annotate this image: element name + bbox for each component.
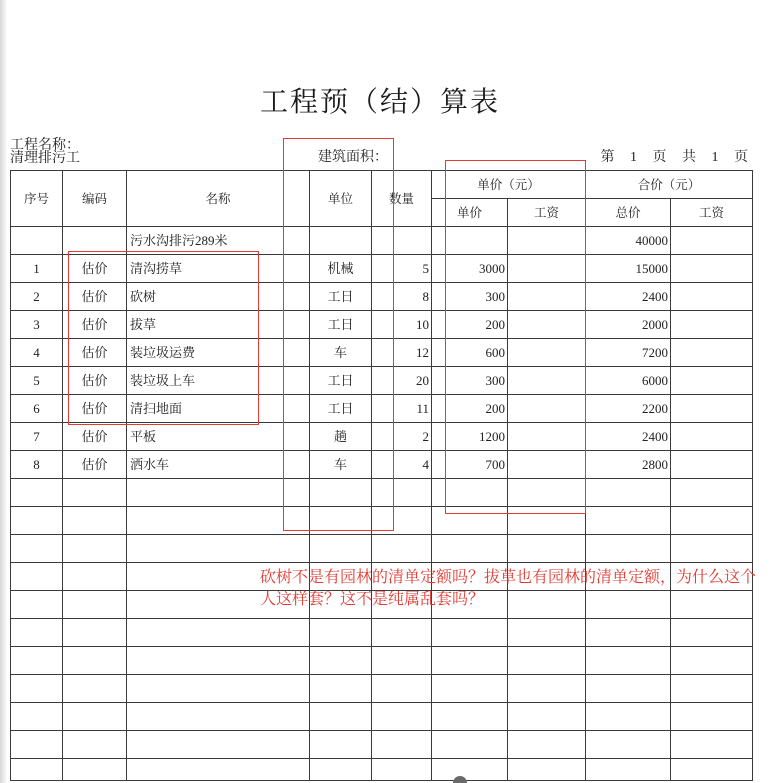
- cell-blank: [586, 507, 671, 535]
- cell-unit-wage: [508, 451, 586, 479]
- cell-unit: 工日: [310, 311, 372, 339]
- table-row: [11, 367, 753, 395]
- cell-no: 3: [11, 311, 63, 339]
- cell-total-price: 2400: [586, 423, 671, 451]
- cell-blank: [372, 731, 432, 759]
- cell-blank: [127, 507, 310, 535]
- cell-blank: [432, 535, 508, 563]
- cell-blank: [372, 479, 432, 507]
- cell-code: 估价: [63, 283, 127, 311]
- cell-blank: [372, 703, 432, 731]
- cell-code: 估价: [63, 367, 127, 395]
- table-row-blank: [11, 619, 753, 647]
- cell-code: 估价: [63, 311, 127, 339]
- cell-blank: [671, 759, 753, 781]
- cell-unit-wage: [508, 367, 586, 395]
- table-body: [11, 227, 753, 781]
- cell-total-wage: [671, 227, 753, 255]
- cell-no: [11, 227, 63, 255]
- cell-blank: [11, 507, 63, 535]
- cell-blank: [310, 703, 372, 731]
- header-no: 序号: [11, 171, 63, 227]
- header-unit: 单位: [310, 171, 372, 227]
- table-row: [11, 423, 753, 451]
- cell-qty: 2: [372, 423, 432, 451]
- cell-name: 装垃圾运费: [127, 339, 310, 367]
- table-row-blank: [11, 759, 753, 781]
- table-row-blank: [11, 647, 753, 675]
- cell-total-price: 2400: [586, 283, 671, 311]
- cell-blank: [586, 535, 671, 563]
- cell-blank: [127, 479, 310, 507]
- cell-no: 5: [11, 367, 63, 395]
- cell-blank: [63, 759, 127, 781]
- cell-blank: [127, 647, 310, 675]
- cell-unit-price: 3000: [432, 255, 508, 283]
- cell-qty: 12: [372, 339, 432, 367]
- cell-code: 估价: [63, 423, 127, 451]
- cell-total-price: 7200: [586, 339, 671, 367]
- cell-code: 估价: [63, 451, 127, 479]
- cell-total-price: 40000: [586, 227, 671, 255]
- cell-blank: [508, 675, 586, 703]
- table-row-blank: [11, 703, 753, 731]
- cell-total-wage: [671, 367, 753, 395]
- table-row: [11, 227, 753, 255]
- cell-total-wage: [671, 395, 753, 423]
- cell-blank: [63, 647, 127, 675]
- cell-no: 7: [11, 423, 63, 451]
- cell-no: 6: [11, 395, 63, 423]
- table-row-blank: [11, 731, 753, 759]
- cell-name: 清沟捞草: [127, 255, 310, 283]
- cell-blank: [63, 703, 127, 731]
- cell-qty: 20: [372, 367, 432, 395]
- cell-blank: [310, 731, 372, 759]
- cell-qty: [372, 227, 432, 255]
- cell-blank: [63, 563, 127, 591]
- cell-name: 装垃圾上车: [127, 367, 310, 395]
- header-qty: 数量: [372, 171, 432, 227]
- header-row-main: [11, 171, 753, 199]
- cell-unit-wage: [508, 227, 586, 255]
- cell-unit: 工日: [310, 283, 372, 311]
- cell-qty: 11: [372, 395, 432, 423]
- cell-qty: 5: [372, 255, 432, 283]
- cell-unit-wage: [508, 423, 586, 451]
- cell-blank: [586, 647, 671, 675]
- cell-blank: [127, 675, 310, 703]
- cell-unit-price: 200: [432, 311, 508, 339]
- cell-blank: [586, 479, 671, 507]
- cell-blank: [63, 591, 127, 619]
- cell-no: 8: [11, 451, 63, 479]
- table-row-blank: [11, 675, 753, 703]
- cell-unit-wage: [508, 311, 586, 339]
- cell-blank: [127, 703, 310, 731]
- cell-unit-price: 600: [432, 339, 508, 367]
- cell-unit: 工日: [310, 395, 372, 423]
- header-total-price-group: 合价（元）: [586, 171, 753, 199]
- cell-blank: [63, 479, 127, 507]
- cell-blank: [310, 479, 372, 507]
- cell-blank: [63, 507, 127, 535]
- cell-unit-price: 300: [432, 283, 508, 311]
- cell-blank: [671, 703, 753, 731]
- cell-blank: [432, 479, 508, 507]
- table-row: [11, 283, 753, 311]
- table-header: [11, 171, 753, 227]
- cell-unit-price: 1200: [432, 423, 508, 451]
- binding-hole-mark: [453, 776, 467, 783]
- cell-blank: [508, 619, 586, 647]
- cell-no: 4: [11, 339, 63, 367]
- header-unit-price: 单价: [432, 199, 508, 227]
- header-name: 名称: [127, 171, 310, 227]
- cell-blank: [586, 731, 671, 759]
- cell-name: 拔草: [127, 311, 310, 339]
- cell-name: 砍树: [127, 283, 310, 311]
- cell-unit-wage: [508, 255, 586, 283]
- cell-blank: [372, 507, 432, 535]
- cell-total-wage: [671, 423, 753, 451]
- cell-blank: [310, 619, 372, 647]
- cell-blank: [11, 563, 63, 591]
- annotation-comment: 砍树不是有园林的清单定额吗？拔草也有园林的清单定额，为什么这个人这样套？这不是纯属乱套吗？: [260, 569, 757, 608]
- header-total-wage: 工资: [671, 199, 753, 227]
- cell-name: 清扫地面: [127, 395, 310, 423]
- cell-blank: [63, 619, 127, 647]
- cell-blank: [11, 675, 63, 703]
- cell-unit-price: [432, 227, 508, 255]
- cell-blank: [432, 675, 508, 703]
- cell-blank: [127, 731, 310, 759]
- cell-code: [63, 227, 127, 255]
- budget-table: [10, 170, 753, 781]
- cell-blank: [508, 647, 586, 675]
- cell-blank: [432, 507, 508, 535]
- cell-total-wage: [671, 339, 753, 367]
- cell-blank: [372, 619, 432, 647]
- cell-blank: [432, 759, 508, 781]
- header-unit-wage: 工资: [508, 199, 586, 227]
- cell-blank: [11, 703, 63, 731]
- cell-blank: [310, 507, 372, 535]
- cell-blank: [586, 675, 671, 703]
- cell-qty: 10: [372, 311, 432, 339]
- cell-unit: 车: [310, 339, 372, 367]
- cell-unit-price: 700: [432, 451, 508, 479]
- header-code: 编码: [63, 171, 127, 227]
- page-number-info: 第 1 页 共 1 页: [600, 150, 752, 165]
- cell-blank: [372, 535, 432, 563]
- table-row: [11, 339, 753, 367]
- cell-unit-price: 300: [432, 367, 508, 395]
- cell-unit-wage: [508, 395, 586, 423]
- cell-unit: [310, 227, 372, 255]
- cell-code: 估价: [63, 395, 127, 423]
- cell-blank: [671, 479, 753, 507]
- cell-unit-price: 200: [432, 395, 508, 423]
- cell-blank: [432, 647, 508, 675]
- cell-blank: [127, 619, 310, 647]
- table-row-blank: [11, 535, 753, 563]
- cell-blank: [508, 703, 586, 731]
- cell-blank: [432, 731, 508, 759]
- cell-blank: [310, 675, 372, 703]
- cell-blank: [310, 759, 372, 781]
- cell-blank: [310, 647, 372, 675]
- cell-unit: 车: [310, 451, 372, 479]
- cell-blank: [432, 703, 508, 731]
- cell-no: 2: [11, 283, 63, 311]
- cell-blank: [11, 759, 63, 781]
- cell-blank: [11, 731, 63, 759]
- cell-blank: [671, 507, 753, 535]
- cell-blank: [671, 675, 753, 703]
- cell-blank: [586, 703, 671, 731]
- cell-blank: [11, 535, 63, 563]
- cell-unit: 工日: [310, 367, 372, 395]
- header-unit-price-group: 单价（元）: [432, 171, 586, 199]
- cell-blank: [372, 647, 432, 675]
- cell-no: 1: [11, 255, 63, 283]
- cell-total-price: 15000: [586, 255, 671, 283]
- table-row: [11, 395, 753, 423]
- cell-total-price: 2000: [586, 311, 671, 339]
- cell-blank: [310, 535, 372, 563]
- cell-total-wage: [671, 283, 753, 311]
- cell-total-price: 6000: [586, 367, 671, 395]
- cell-blank: [372, 759, 432, 781]
- cell-name: 污水沟排污289米: [127, 227, 310, 255]
- cell-code: 估价: [63, 339, 127, 367]
- cell-blank: [11, 591, 63, 619]
- building-area-label: 建筑面积：: [318, 150, 388, 165]
- cell-blank: [508, 507, 586, 535]
- cell-blank: [63, 731, 127, 759]
- cell-qty: 8: [372, 283, 432, 311]
- cell-blank: [508, 759, 586, 781]
- cell-blank: [372, 675, 432, 703]
- cell-name: 平板: [127, 423, 310, 451]
- cell-unit-wage: [508, 283, 586, 311]
- project-name-label: 工程名称：: [10, 138, 80, 153]
- cell-total-price: 2200: [586, 395, 671, 423]
- cell-blank: [11, 647, 63, 675]
- header-total-price: 总价: [586, 199, 671, 227]
- table-row: [11, 255, 753, 283]
- cell-blank: [508, 535, 586, 563]
- cell-total-wage: [671, 451, 753, 479]
- table-row: [11, 311, 753, 339]
- cell-blank: [671, 619, 753, 647]
- cell-blank: [508, 479, 586, 507]
- cell-total-wage: [671, 255, 753, 283]
- cell-name: 洒水车: [127, 451, 310, 479]
- cell-unit-wage: [508, 339, 586, 367]
- cell-blank: [11, 619, 63, 647]
- cell-blank: [11, 479, 63, 507]
- cell-qty: 4: [372, 451, 432, 479]
- cell-blank: [432, 619, 508, 647]
- cell-blank: [586, 619, 671, 647]
- cell-code: 估价: [63, 255, 127, 283]
- cell-blank: [508, 731, 586, 759]
- table-row: [11, 451, 753, 479]
- table-row-blank: [11, 479, 753, 507]
- project-name: 清理排污工: [10, 151, 80, 166]
- cell-blank: [63, 675, 127, 703]
- cell-unit: 机械: [310, 255, 372, 283]
- cell-unit: 趟: [310, 423, 372, 451]
- cell-total-wage: [671, 311, 753, 339]
- cell-total-price: 2800: [586, 451, 671, 479]
- cell-blank: [671, 731, 753, 759]
- cell-blank: [671, 647, 753, 675]
- document-title: 工程预（结）算表: [259, 87, 500, 118]
- cell-blank: [63, 535, 127, 563]
- cell-blank: [127, 759, 310, 781]
- page-edge-shadow: [0, 0, 7, 783]
- table-row-blank: [11, 507, 753, 535]
- cell-blank: [586, 759, 671, 781]
- cell-blank: [127, 535, 310, 563]
- cell-blank: [671, 535, 753, 563]
